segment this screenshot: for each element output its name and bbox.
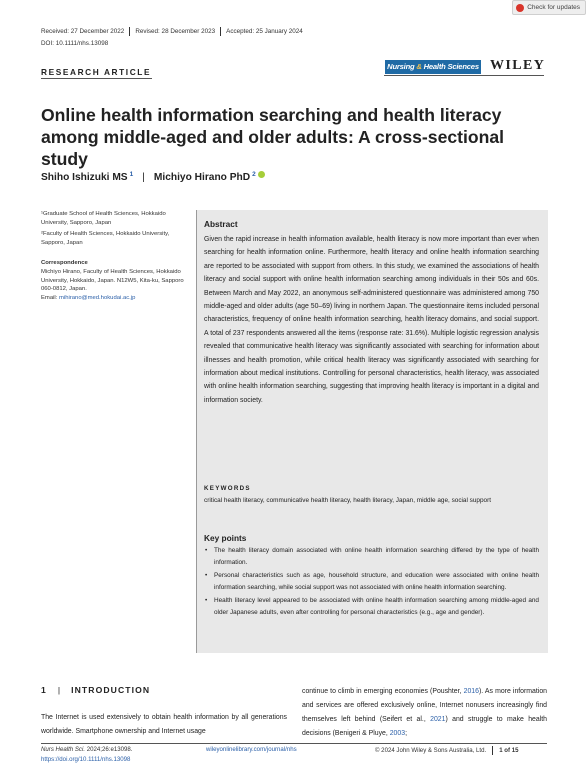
footer-copyright: [375, 746, 519, 755]
update-icon: [516, 4, 524, 12]
correspondence-address: [41, 268, 191, 302]
orcid-icon[interactable]: [258, 171, 265, 178]
section-separator: |: [57, 685, 61, 695]
journal-abbrev: Nurs Health Sci.: [41, 746, 86, 753]
citation-link[interactable]: 2021: [430, 716, 446, 723]
publisher-logo: WILEY: [490, 58, 546, 73]
abstract-heading: Abstract: [204, 219, 238, 229]
key-points-list: [204, 545, 539, 619]
section-number: 1: [41, 685, 47, 695]
journal-logo: [385, 60, 481, 74]
journal-ref: 2024;26:e13098.: [85, 746, 133, 753]
footer-doi-link[interactable]: https://doi.org/10.1111/nhs.13098: [41, 756, 131, 763]
footer-citation: [41, 746, 132, 753]
correspondence-text: Michiyo Hirano, Faculty of Health Sciences, Hokkaido University, Hokkaido, Japan. N12W5, Kita-ku, Sapporo 060-0812, Japan.: [41, 268, 184, 293]
intro-text-right: [302, 685, 547, 741]
journal-logo-part2: Health Sciences: [423, 62, 479, 71]
author-affiliation-ref[interactable]: 2: [252, 171, 256, 178]
key-points-heading: Key points: [204, 533, 247, 543]
section-heading: [41, 685, 150, 695]
key-point: • Health literacy level appeared to be associated with online health information searching among middle-aged and older Japanese adults, even after controlling for personal characteristics (e.g., age and gender).: [204, 595, 539, 620]
correspondence-heading: Correspondence: [41, 260, 88, 267]
author-affiliation-ref[interactable]: 1: [129, 171, 134, 178]
journal-logo-part1: Nursing: [387, 62, 415, 71]
intro-text: ). As more information and services are offered exclusively online, Internet nonusers increasingly find themselves left behind (Seifert et al.,: [302, 688, 547, 723]
email-label: Email:: [41, 294, 60, 301]
divider: [492, 746, 493, 755]
author-list: [41, 172, 265, 183]
intro-text: ;: [405, 730, 407, 737]
intro-text-left: The Internet is used extensively to obtain health information by all generations worldwide. Smartphone ownership and Internet usage: [41, 714, 287, 735]
footer-journal-link[interactable]: wileyonlinelibrary.com/journal/nhs: [206, 746, 297, 753]
article-title: Online health information searching and health literacy among middle-aged and older adults: A cross-sectional study: [41, 105, 505, 169]
divider: [129, 27, 130, 36]
intro-text: continue to climb in emerging economies (Poushter,: [302, 688, 464, 695]
divider: [41, 78, 152, 79]
author-name[interactable]: Shiho Ishizuki MS: [41, 172, 128, 183]
intro-text: ) and struggle to make health decisions (Benigeri & Pluye,: [302, 716, 548, 737]
revised-date: Revised: 28 December 2023: [135, 28, 216, 35]
keywords-heading: KEYWORDS: [204, 485, 251, 492]
divider: [384, 75, 544, 76]
key-point: • Personal characteristics such as age, household structure, and education were associated with online health information searching, while social support was not associated with online health information searching.: [204, 570, 539, 595]
received-date: Received: 27 December 2022: [41, 28, 125, 35]
check-for-updates-badge[interactable]: [512, 0, 586, 15]
affiliations: [41, 210, 191, 302]
check-for-updates-label: Check for updates: [527, 4, 580, 11]
journal-logo-amp: &: [416, 62, 422, 71]
affiliation: ¹Graduate School of Health Sciences, Hokkaido University, Sapporo, Japan: [41, 211, 166, 226]
key-point: • The health literacy domain associated with online health information searching differed by the type of health information.: [204, 545, 539, 570]
keywords-body: critical health literacy, communicative health literacy, health literacy, Japan, middle age, social support: [204, 497, 492, 504]
copyright-text: © 2024 John Wiley & Sons Australia, Ltd.: [375, 747, 487, 754]
author-separator: |: [142, 172, 145, 183]
citation-link[interactable]: 2016: [463, 688, 479, 695]
abstract-body: Given the rapid increase in health information available, health literacy is now more important than ever when searching for health information online. Furthermore, health literacy and online health information searching are reported to be associated with support from others. In this study, we examined the associations of health literacy and social support with online health information searching among individuals in their 50s and 60s. Between March and May 2022, an anonymous self-administered questionnaire was administered among 750 middle-aged and older adults (age 50–69) living in northern Japan. The questionnaire items included personal characteristics, frequency of online health information searching, health literacy domains, and social support. A total of 237 respondents answered all the items (response rate: 31.6%). Multiple logistic regression analysis revealed that communicative health literacy was significantly associated with searching for information about illnesses and health promotion, while critical health literacy was significantly associated with searching for information about medical institutions. Controlling for personal characteristics, health literacy, was associated with online health information searching, suggesting that improving health literacy is important in a digital and information society.: [204, 236, 539, 404]
divider: [220, 27, 221, 36]
article-dates: [41, 27, 303, 36]
article-type: RESEARCH ARTICLE: [41, 67, 152, 77]
doi: DOI: 10.1111/nhs.13098: [41, 40, 109, 47]
footer-divider: [41, 743, 547, 744]
email-link[interactable]: mihirano@med.hokudai.ac.jp: [59, 294, 136, 301]
author-name[interactable]: Michiyo Hirano PhD: [153, 172, 251, 183]
page-number: 1 of 15: [499, 747, 519, 754]
section-title: INTRODUCTION: [71, 685, 151, 695]
accepted-date: Accepted: 25 January 2024: [226, 28, 303, 35]
affiliation: ²Faculty of Health Sciences, Hokkaido University, Sapporo, Japan: [41, 231, 170, 246]
citation-link[interactable]: 2003: [389, 730, 406, 737]
